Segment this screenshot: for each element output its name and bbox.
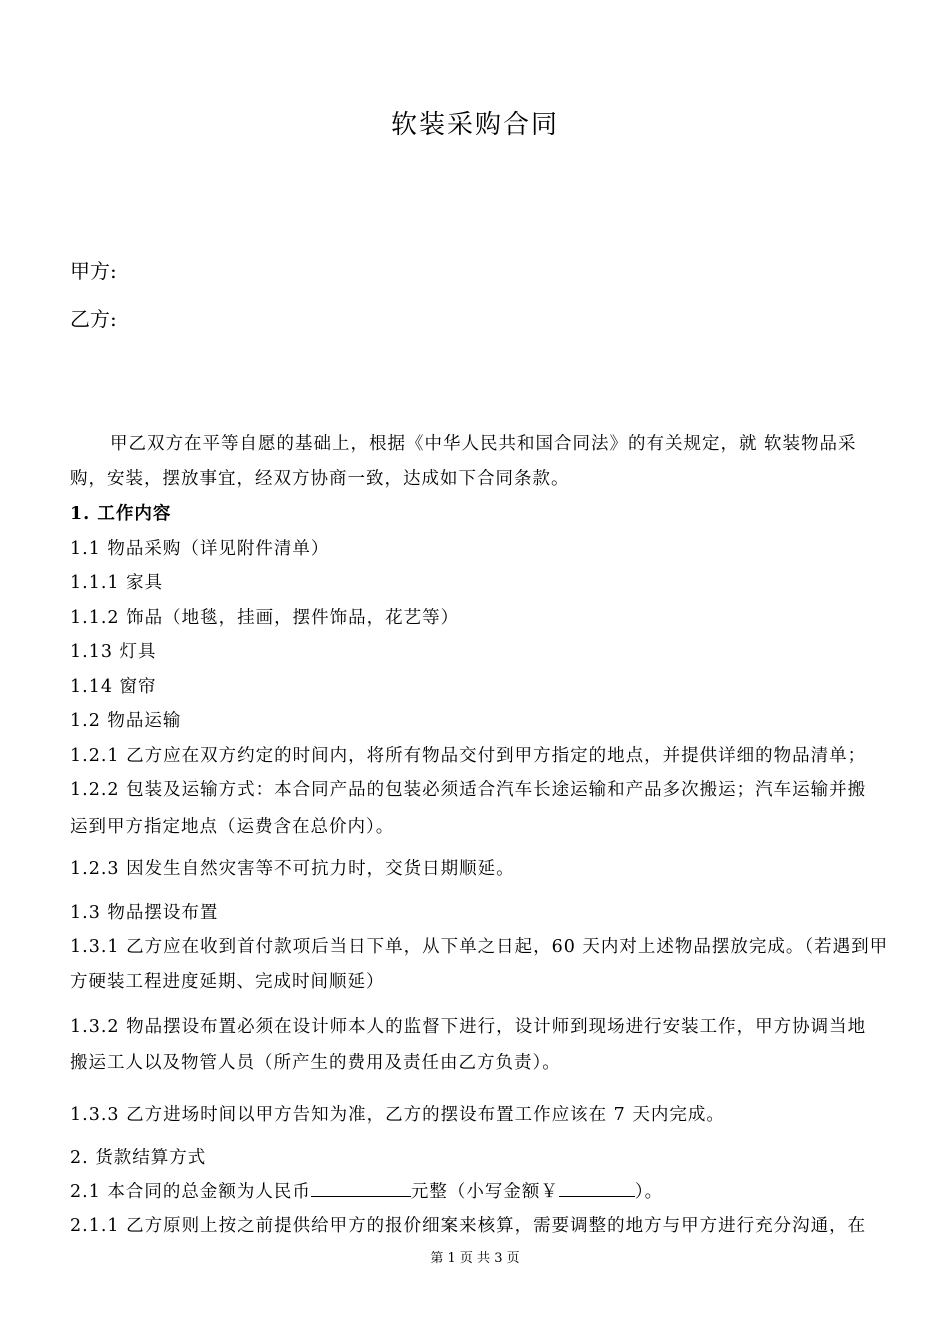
section-2-heading: 2. 货款结算方式	[70, 1148, 207, 1168]
clause-2-1-middle: 元整（小写金额￥	[410, 1182, 559, 1202]
clause-2-1-prefix: 2.1 本合同的总金额为人民币	[70, 1182, 311, 1202]
clause-1-1-1: 1.1.1 家具	[70, 573, 164, 593]
amount-figures-blank	[559, 1178, 635, 1197]
intro-paragraph-line-1: 甲乙双方在平等自愿的基础上，根据《中华人民共和国合同法》的有关规定，就 软装物品采	[110, 434, 857, 454]
clause-2-1-1: 2.1.1 乙方原则上按之前提供给甲方的报价细案来核算，需要调整的地方与甲方进行充分沟通，在	[70, 1216, 867, 1236]
clause-1-3-1-line-1: 1.3.1 乙方应在收到首付款项后当日下单，从下单之日起，60 天内对上述物品摆放完成。（若遇到甲	[70, 937, 889, 957]
clause-1-3: 1.3 物品摆设布置	[70, 903, 219, 923]
clause-1-1: 1.1 物品采购（详见附件清单）	[70, 539, 330, 559]
clause-2-1	[70, 1178, 885, 1203]
clause-1-3-2-line-1: 1.3.2 物品摆设布置必须在设计师本人的监督下进行，设计师到现场进行安装工作，甲方协调当地	[70, 1017, 867, 1037]
clause-2-1-suffix: ）。	[634, 1182, 664, 1202]
clause-1-13: 1.13 灯具	[70, 642, 157, 662]
page-footer: 第 1 页 共 3 页	[430, 1251, 520, 1266]
clause-1-3-2-line-2: 搬运工人以及物管人员（所产生的费用及责任由乙方负责）。	[70, 1053, 561, 1073]
intro-paragraph-line-2: 购，安装，摆放事宜，经双方协商一致，达成如下合同条款。	[70, 469, 570, 489]
clause-1-2-2-line-1: 1.2.2 包装及运输方式：本合同产品的包装必须适合汽车长途运输和产品多次搬运；汽车运输并搬	[70, 780, 867, 800]
clause-1-2-2-line-2: 运到甲方指定地点（运费含在总价内）。	[70, 817, 395, 837]
clause-1-2: 1.2 物品运输	[70, 711, 182, 731]
clause-1-1-2: 1.1.2 饰品（地毯，挂画，摆件饰品，花艺等）	[70, 608, 460, 628]
clause-1-3-3: 1.3.3 乙方进场时间以甲方告知为准，乙方的摆设布置工作应该在 7 天内完成。	[70, 1105, 725, 1125]
document-title: 软装采购合同	[390, 110, 559, 140]
total-amount-blank	[311, 1178, 411, 1197]
party-a-label: 甲方:	[70, 259, 117, 283]
clause-1-3-1-line-2: 方硬装工程进度延期、完成时间顺延）	[70, 972, 385, 992]
party-b-label: 乙方:	[70, 307, 117, 331]
clause-1-2-3: 1.2.3 因发生自然灾害等不可抗力时，交货日期顺延。	[70, 859, 515, 879]
clause-1-14: 1.14 窗帘	[70, 677, 157, 697]
section-1-heading: 1. 工作内容	[70, 504, 172, 524]
clause-1-2-1: 1.2.1 乙方应在双方约定的时间内，将所有物品交付到甲方指定的地点，并提供详细的物品清单；	[70, 746, 867, 766]
